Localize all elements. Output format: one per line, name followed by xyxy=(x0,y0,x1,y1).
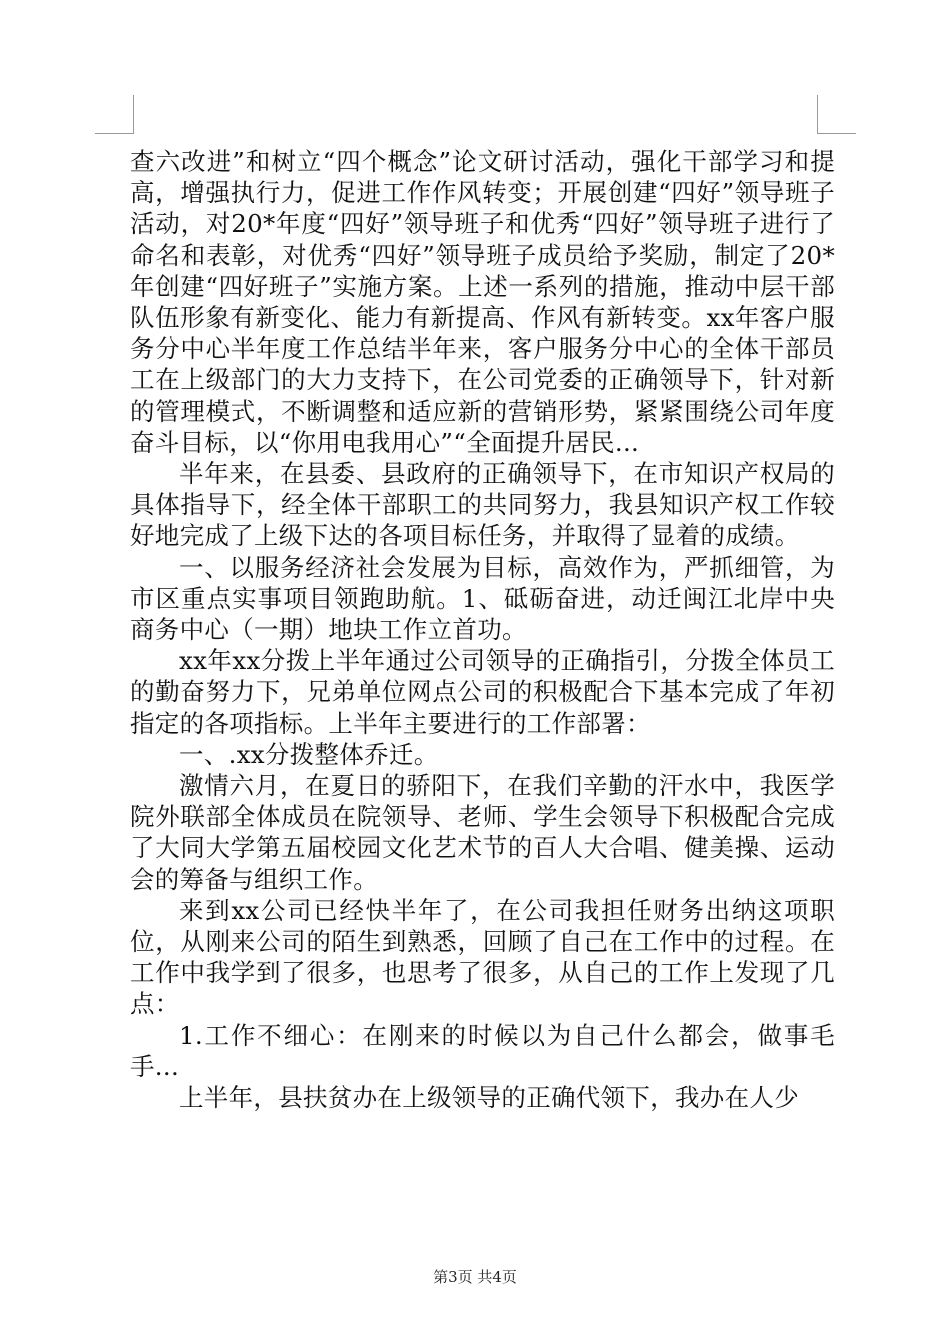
paragraph: 半年来，在县委、县政府的正确领导下，在市知识产权局的具体指导下，经全体干部职工的共同努力，我县知识产权工作较好地完成了上级下达的各项目标任务，并取得了显着的成绩。 xyxy=(130,459,835,551)
crop-mark-top-left xyxy=(95,95,134,134)
document-body xyxy=(130,146,835,1113)
paragraph: 一、以服务经济社会发展为目标，高效作为，严抓细管，为市区重点实事项目领跑助航。1、砥砺奋进，动迁闽江北岸中央商务中心（一期）地块工作立首功。 xyxy=(130,552,835,645)
crop-mark-top-right xyxy=(817,95,856,134)
paragraph: 激情六月，在夏日的骄阳下，在我们辛勤的汗水中，我医学院外联部全体成员在院领导、老师、学生会领导下积极配合完成了大同大学第五届校园文化艺术节的百人大合唱、健美操、运动会的筹备与组织工作。 xyxy=(130,771,835,894)
paragraph: 上半年，县扶贫办在上级领导的正确代领下，我办在人少 xyxy=(179,1083,799,1113)
paragraph: 查六改进”和树立“四个概念”论文研讨活动，强化干部学习和提高，增强执行力，促进工作作风转变；开展创建“四好”领导班子活动，对20*年度“四好”领导班子和优秀“四好”领导班子进行了命名和表彰，对优秀“四好”领导班子成员给予奖励，制定了20*年创建“四好班子”实施方案。上述一系列的措施，推动中层干部队伍形象有新变化、能力有新提高、作风有新转变。xx年客户服务分中心半年度工作总结半年来，客户服务分中心的全体干部员工在上级部门的大力支持下，在公司党委的正确领导下，针对新的管理模式，不断调整和适应新的营销形势，紧紧围绕公司年度奋斗目标，以“你用电我用心”“全面提升居民... xyxy=(130,147,835,457)
paragraph: xx年xx分拨上半年通过公司领导的正确指引，分拨全体员工的勤奋努力下，兄弟单位网点公司的积极配合下基本完成了年初指定的各项指标。上半年主要进行的工作部署： xyxy=(130,646,835,738)
page-number-footer: 第3页 共4页 xyxy=(433,1268,517,1286)
paragraph: 1.工作不细心：在刚来的时候以为自己什么都会，做事毛手... xyxy=(130,1020,835,1081)
paragraph: 一、.xx分拨整体乔迁。 xyxy=(179,739,439,769)
paragraph: 来到xx公司已经快半年了，在公司我担任财务出纳这项职位，从刚来公司的陌生到熟悉，回顾了自己在工作中的过程。在工作中我学到了很多，也思考了很多，从自己的工作上发现了几点： xyxy=(130,895,835,1019)
